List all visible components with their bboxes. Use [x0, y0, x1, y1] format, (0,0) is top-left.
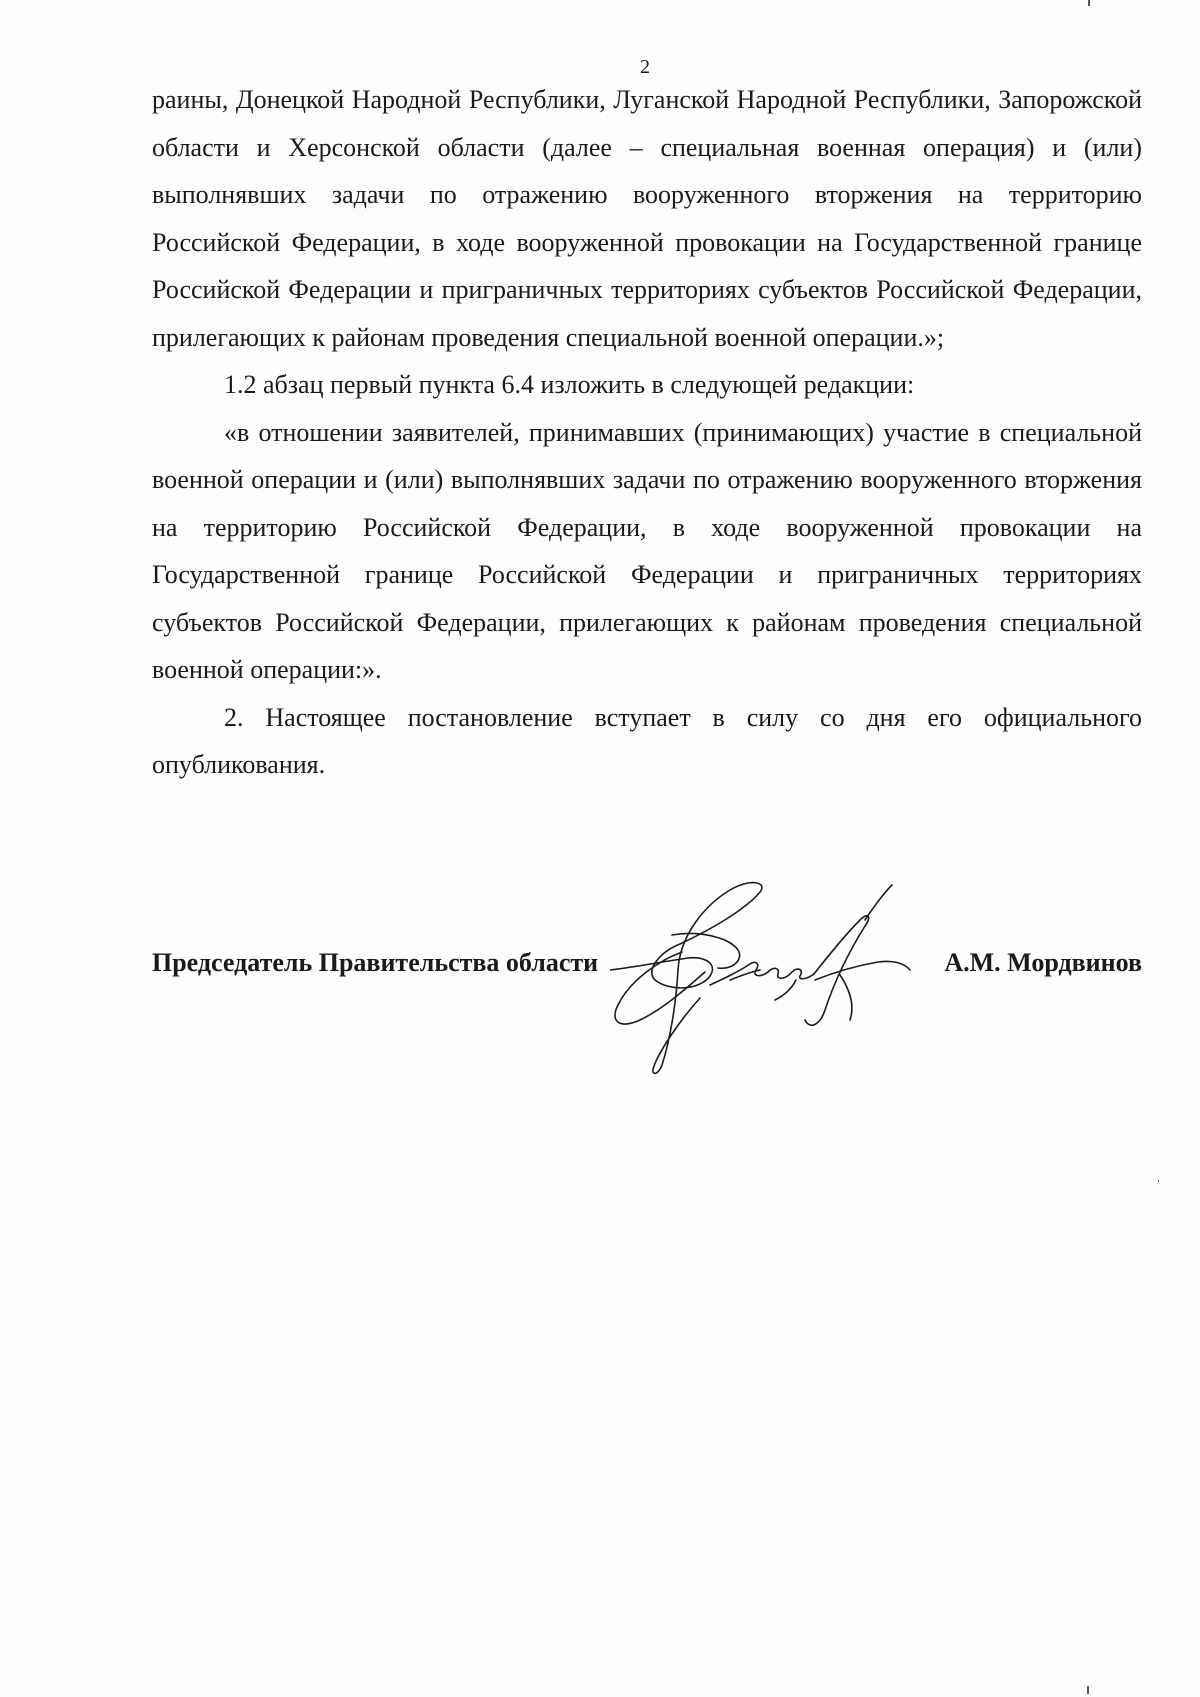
- paragraph-continuation: раины, Донецкой Народной Республики, Луганской Народной Республики, Запорожской области и Херсонской области (далее – специальная военная операция) и (или) выполнявших задачи по отражению вооруженного вторжения на территорию Российской Федерации, в ходе вооруженной провокации на Государственной границе Российской Федерации и приграничных территориях субъектов Российской Федерации, прилегающих к районам проведения специальной военной операции.»;: [152, 85, 1142, 352]
- paragraph-quoted-text: «в отношении заявителей, принимавших (принимающих) участие в специальной военной операции и (или) выполнявших задачи по отражению вооруженного вторжения на территорию Российской Федерации, в ходе вооруженной провокации на Государственной границе Российской Федерации и приграничных территориях субъектов Российской Федерации, прилегающих к районам проведения специальной военной операции:».: [152, 417, 1142, 684]
- page-number: 2: [640, 56, 650, 78]
- paragraph-effective-date: 2. Настоящее постановление вступает в силу со дня его официального опубликования.: [152, 702, 1142, 779]
- scan-artifact-bottom-right: [1087, 1686, 1089, 1694]
- handwritten-signature: [610, 880, 940, 1080]
- scan-artifact-right-edge: [1158, 1180, 1159, 1182]
- paragraph-amendment-1-2: 1.2 абзац первый пункта 6.4 изложить в следующей редакции:: [224, 370, 915, 399]
- scan-artifact-top-right: [1088, 0, 1090, 6]
- document-body: [152, 76, 1142, 789]
- signatory-position: Председатель Правительства области: [152, 948, 599, 977]
- signatory-name: А.М. Мордвинов: [944, 948, 1142, 977]
